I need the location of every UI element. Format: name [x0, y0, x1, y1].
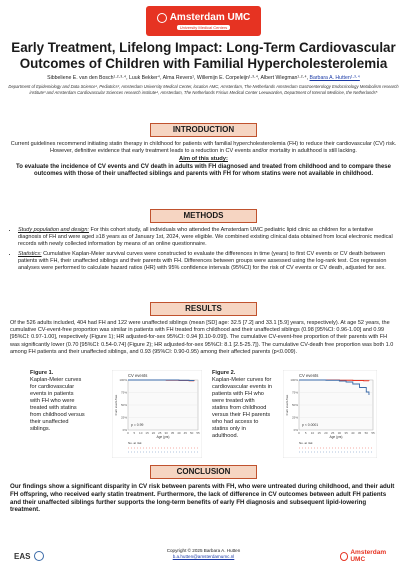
footer-amsterdam-umc-logo — [340, 549, 398, 563]
conclusion-text: Our findings show a significant disparity in CV risk between parents with FH, who were untreated during childhood, and their adult FH offspring, who received early statin treatment. Furthermore, the lack of difference in CV outcomes between adult FH patients and their unaffected siblings further supports the long-term benefits of early FH diagnosis and subsequent lipid-lowering treatment. — [10, 483, 395, 514]
methods-block — [10, 227, 397, 274]
affiliations: Department of Epidemiology and Data Science¹, Pediatrics², Amsterdam University Medical Center, location AMC, Amsterdam, The Netherlands Amsterdam Gastroenterology Endocrinology Metabolism research institute³ and Amsterdam Cardiovascular Sciences research institute⁴, Amsterdam, The Netherlands Frisius Medical Center Leeuwarden, Department of Internal Medicine, the Netherlands⁵ — [8, 84, 399, 95]
footer-credits — [150, 548, 257, 560]
figure2-label: Figure 2. — [212, 370, 236, 376]
x-tick-label: 40 — [177, 431, 181, 435]
methods-item-label: Statistics: — [18, 250, 42, 257]
figure1-caption-text: Kaplan-Meier curves for cardiovascular events in patients with FH who were treated with statins from childhood versus their unaffected siblings. — [30, 377, 85, 432]
x-tick-label: 20 — [324, 431, 328, 435]
x-tick-label: 15 — [317, 431, 321, 435]
x-tick-label: 55 — [371, 431, 375, 435]
results-heading: RESULTS — [150, 302, 257, 316]
footer-copyright: Copyright © 2025 Barbara A. Hutten — [166, 548, 241, 553]
p-value-annotation: p < 0.0001 — [302, 423, 319, 427]
x-tick-label: 20 — [151, 431, 156, 435]
x-tick-label: 55 — [196, 431, 200, 435]
methods-item-text: For this cohort study, all individuals who attended the Amsterdam UMC pediatric lipid clinic as children for a tentative diagnosis of FH and were aged ≥18 years as of January 1st, 2024, were eligible. We combined existing clinical data obtained from local electronic medical records with newly collected information by means of an online questionnaire. — [18, 227, 393, 248]
x-tick-label: 10 — [310, 431, 315, 435]
x-tick-label: 5 — [133, 431, 136, 435]
y-tick-label: 100% — [119, 378, 127, 383]
author-list — [8, 75, 399, 82]
x-tick-label: 50 — [364, 431, 368, 435]
logo-text: Amsterdam UMC — [169, 12, 251, 23]
x-tick-label: 25 — [158, 431, 162, 435]
title-line-2: Outcomes of Children with Familial Hypercholesterolemia — [19, 56, 388, 71]
x-axis-label: Age (yrs) — [329, 435, 343, 439]
authors-main: Sibbeliene E. van den Bosch¹·²·³·⁴, Luuk Bekker⁴, Alma Revers¹, Willemijn E. Corpeleijn¹·³·⁴, Albert Wiegman¹·²·⁴, — [47, 75, 309, 81]
y-tick-label: 100% — [290, 378, 298, 383]
methods-heading: METHODS — [150, 209, 257, 223]
chart-title: CV events — [128, 373, 148, 378]
x-tick-label: 35 — [170, 431, 175, 435]
footer-logo-icon — [340, 552, 348, 561]
y-tick-label: 50% — [120, 403, 127, 408]
title-line-1: Early Treatment, Lifelong Impact: Long-Term Cardiovascular — [11, 40, 396, 55]
methods-item-label: Study population and design: — [18, 227, 89, 233]
figure2-caption-text: Kaplan-Meier curves for cardiovascular events in patients with FH who were treated with statins from childhood versus their FH parents who had access to statins only in adulthood. — [212, 377, 273, 439]
x-tick-label: 40 — [351, 431, 355, 435]
methods-item-text: Cumulative Kaplan-Meier survival curves were constructed to evaluate the differences in time (years) to first CV events or CV death between patients with FH, their unaffected siblings and their parents with FH. Differences between groups were assessed using the log-rank test. Cox regression analyses were performed to calculate hazard ratios (HR) with 95% confidence intervals (95%CI) for the risk of CV events or CV death, adjusted for sex. — [18, 250, 387, 272]
x-tick-label: 50 — [189, 431, 194, 435]
risk-table-label: No. at risk — [128, 441, 142, 445]
figure2-caption — [212, 370, 272, 440]
footer-email-link[interactable]: b.a.hutten@amsterdamumc.nl — [172, 554, 235, 559]
authors-highlight[interactable]: Barbara A. Hutten¹·³·⁴ — [309, 75, 360, 81]
x-tick-label: 0 — [298, 431, 300, 435]
y-axis-label: Cum event-free — [285, 394, 289, 416]
figure1-label: Figure 1. — [30, 370, 54, 376]
x-tick-label: 0 — [127, 431, 129, 435]
introduction-block — [10, 141, 397, 178]
x-tick-label: 45 — [357, 431, 362, 435]
amsterdam-umc-logo-icon — [157, 13, 167, 23]
amsterdam-umc-logo — [146, 6, 261, 36]
figure1-km-chart — [112, 370, 202, 458]
logo-subtitle: University Medical Centers — [177, 25, 231, 30]
x-tick-label: 45 — [183, 431, 187, 435]
y-tick-label: 75% — [291, 390, 298, 395]
x-tick-label: 15 — [145, 431, 149, 435]
y-tick-label: 25% — [291, 415, 298, 420]
chart-title: CV events — [299, 373, 319, 378]
y-tick-label: 75% — [120, 390, 127, 395]
x-tick-label: 5 — [304, 431, 307, 435]
x-tick-label: 30 — [337, 431, 342, 435]
poster-title — [10, 40, 397, 72]
x-tick-label: 35 — [344, 431, 348, 435]
results-text: Of the 526 adults included, 404 had FH and 122 were unaffected siblings (mean [SD] age: 32.5 [7.2] and 33.1 [5.9] years, respectively). At age 52 years, the cumulative CV-event-free proportion was similar in patients with FH treated from childhood and their unaffected siblings (0.98 [95%CI: 0.96-1.00] and 0.99 [95%CI: 0.97-1.00], respectively (Figure 1); HR adjusted-for-sex 95%CI: 0.94 [0.10-9.09]). The cumulative CV-event-free proportion of their parents with FH was significantly lower (0.70 [95%CI: 0.54-0.74] (Figure 2); HR adjusted-for-sex 95%CI: 8.1 [2.5-25.7]). The cumulative CV-death free proportion was both 1.0 among FH patients and their unaffected siblings, and 0.93 (95%CI: 0.90-0.95) among their affected parents (p<0.009). — [10, 320, 394, 355]
p-value-annotation: p = 0.99 — [131, 423, 144, 427]
x-tick-label: 10 — [139, 431, 143, 435]
y-tick-label: 50% — [291, 403, 298, 408]
x-tick-label: 30 — [164, 431, 168, 435]
methods-item-study — [18, 227, 397, 249]
conclusion-heading: CONCLUSION — [150, 465, 257, 479]
y-axis-label: Cum event-free — [114, 394, 118, 416]
risk-table-label: No. at risk — [299, 441, 313, 445]
footer-logo-text: Amsterdam UMC — [350, 549, 387, 563]
eas-logo — [14, 551, 44, 561]
aim-heading: Aim of this study: — [179, 156, 228, 163]
x-tick-label: 25 — [330, 431, 335, 435]
figure2-km-chart — [283, 370, 377, 458]
introduction-text: Current guidelines recommend initiating statin therapy in childhood for patients with familial hypercholesterolemia (FH) to reduce their cardiovascular (CV) risk. However, definitive evidence that early treatment leads to a reduction in CV events and/or mortality in adulthood is still lacking. — [10, 141, 397, 155]
methods-item-statistics — [18, 251, 397, 273]
km-series-line — [128, 380, 194, 381]
figure1-caption — [30, 370, 85, 433]
x-axis-label: Age (yrs) — [156, 435, 170, 439]
introduction-heading: INTRODUCTION — [150, 123, 257, 137]
y-tick-label: 0% — [122, 428, 127, 433]
aim-text: To evaluate the incidence of CV events and CV death in adults with FH diagnosed and treated from childhood and to compare these outcomes with those of their unaffected siblings and parents with FH for whom statins were not available in childhood. — [16, 163, 391, 178]
y-tick-label: 0% — [293, 428, 298, 433]
eas-logo-text: EAS — [14, 551, 31, 561]
methods-list — [10, 227, 397, 272]
y-tick-label: 25% — [120, 415, 127, 420]
eas-logo-icon — [34, 551, 44, 561]
